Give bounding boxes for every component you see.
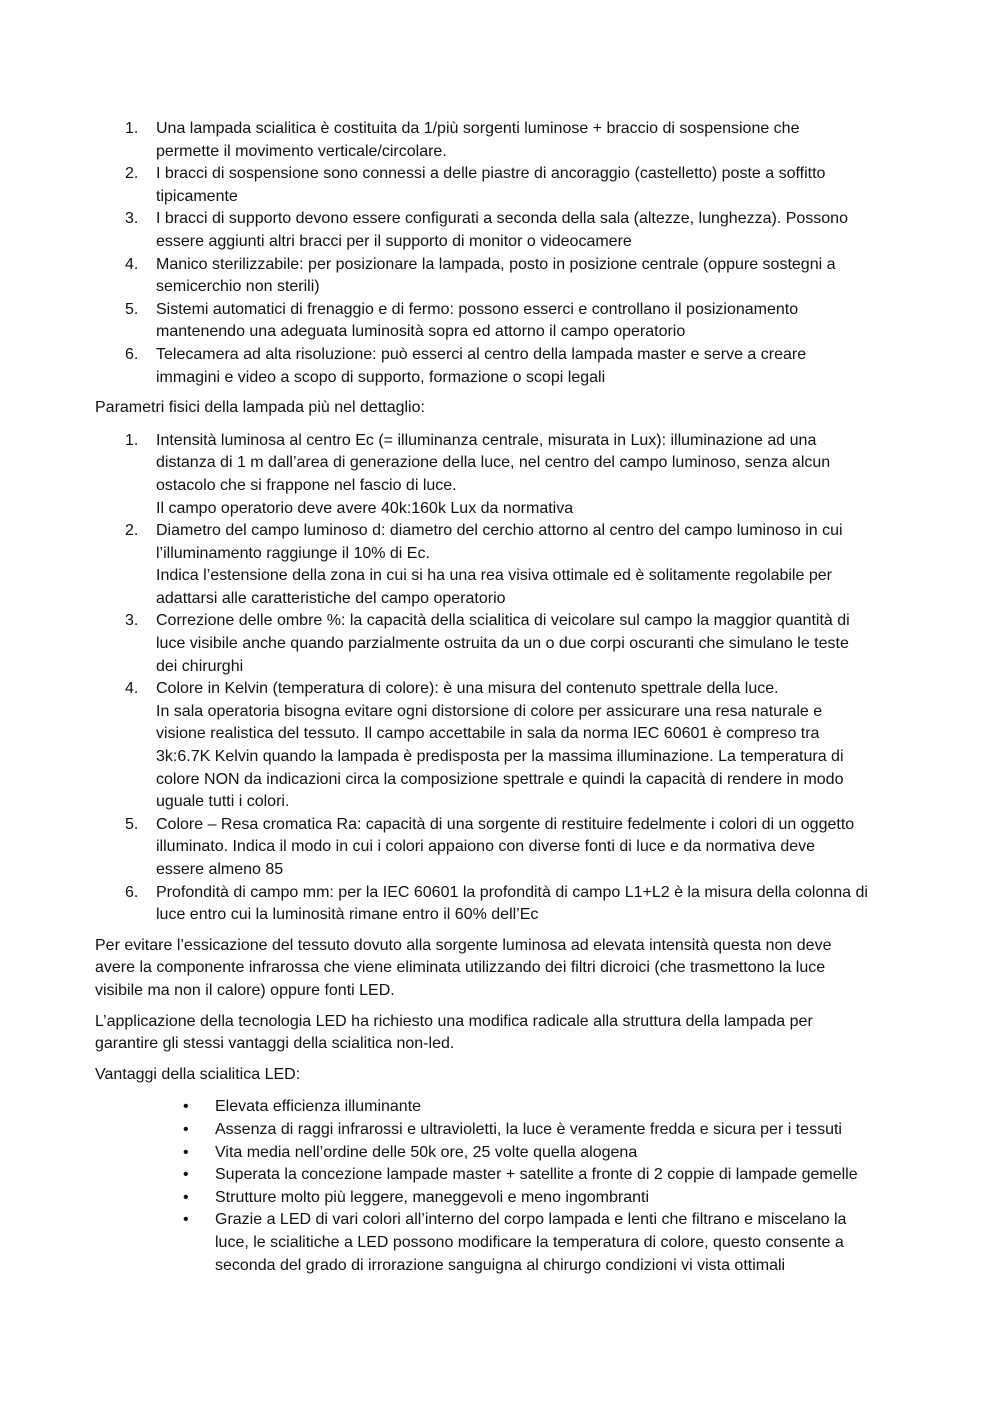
list-line: I bracci di sospensione sono connessi a delle piastre di ancoraggio (castelletto) poste a soffitto bbox=[156, 165, 826, 183]
list-line: 3k:6.7K Kelvin quando la lampada è predisposta per la massima illuminazione. La temperatura di bbox=[156, 748, 844, 766]
list-line: tipicamente bbox=[156, 187, 238, 205]
list-line: ostacolo che si frappone nel fascio di luce. bbox=[156, 476, 457, 494]
bullet-item bbox=[95, 1142, 905, 1165]
paragraph-line: avere la componente infrarossa che viene eliminata utilizzando dei filtri dicroici (che trasmettono la luce bbox=[95, 959, 826, 977]
list-item bbox=[95, 208, 905, 253]
list-line: Indica l’estensione della zona in cui si ha una rea visiva ottimale ed è solitamente regolabile per bbox=[156, 567, 832, 585]
bullet-line: seconda del grado di irrorazione sanguigna al chirurgo condizioni vi vista ottimali bbox=[215, 1256, 786, 1274]
list-item bbox=[95, 430, 905, 520]
bullet-icon: • bbox=[183, 1166, 189, 1184]
list-line: Il campo operatorio deve avere 40k:160k Lux da normativa bbox=[156, 499, 574, 517]
list-number: 1. bbox=[125, 120, 139, 137]
list-line: l’illuminamento raggiunge il 10% di Ec. bbox=[156, 544, 430, 562]
list-line: Profondità di campo mm: per la IEC 60601 la profondità di campo L1+L2 è la misura della colonna di bbox=[156, 883, 868, 901]
list-number: 2. bbox=[125, 165, 139, 183]
bullet-icon: • bbox=[183, 1120, 189, 1138]
list-line: immagini e video a scopo di supporto, formazione o scopi legali bbox=[156, 368, 606, 386]
list-number: 6. bbox=[125, 345, 139, 363]
paragraph-line: L’applicazione della tecnologia LED ha richiesto una modifica radicale alla struttura della lampada per bbox=[95, 1012, 813, 1030]
bullet-item bbox=[95, 1209, 905, 1277]
list-line: luce entro cui la luminosità rimane entro il 60% dell’Ec bbox=[156, 906, 539, 924]
params-heading: Parametri fisici della lampada più nel dettaglio: bbox=[95, 399, 425, 417]
list-item bbox=[95, 610, 905, 678]
list-number: 3. bbox=[125, 210, 139, 228]
list-line: Intensità luminosa al centro Ec (= illuminanza centrale, misurata in Lux): illuminazione ad una bbox=[156, 431, 817, 449]
vantaggi-heading: Vantaggi della scialitica LED: bbox=[95, 1065, 301, 1083]
list-line: essere almeno 85 bbox=[156, 861, 284, 878]
list-number: 4. bbox=[125, 680, 139, 698]
bullet-icon: • bbox=[183, 1143, 189, 1161]
bullet-line: Assenza di raggi infrarossi e ultravioletti, la luce è veramente fredda e sicura per i tessuti bbox=[215, 1120, 842, 1138]
list-line: visione realistica del tessuto. Il campo accettabile in sala da norma IEC 60601 è compreso tra bbox=[156, 725, 820, 743]
list-item bbox=[95, 882, 905, 927]
list-item bbox=[95, 299, 905, 344]
list-line: Una lampada scialitica è costituita da 1/più sorgenti luminose + braccio di sospensione che bbox=[156, 120, 800, 137]
list-line: dei chirurghi bbox=[156, 657, 244, 675]
list-line: mantenendo una adeguata luminosità sopra ed attorno il campo operatorio bbox=[156, 323, 686, 341]
list-line: In sala operatoria bisogna evitare ogni distorsione di colore per assicurare una resa naturale e bbox=[156, 702, 823, 720]
bullet-line: luce, le scialitiche a LED possono modificare la temperatura di colore, questo consente a bbox=[215, 1233, 844, 1251]
bullet-line: Superata la concezione lampade master + satellite a fronte di 2 coppie di lampade gemelle bbox=[215, 1166, 858, 1184]
list-item bbox=[95, 118, 905, 163]
bullet-item bbox=[95, 1096, 905, 1119]
list-line: essere aggiunti altri bracci per il supporto di monitor o videocamere bbox=[156, 232, 632, 250]
list-number: 6. bbox=[125, 883, 139, 901]
list-item bbox=[95, 344, 905, 389]
list-line: semicerchio non sterili) bbox=[156, 278, 320, 296]
list-number: 2. bbox=[125, 522, 139, 540]
list-line: Telecamera ad alta risoluzione: può esserci al centro della lampada master e serve a creare bbox=[156, 345, 807, 363]
list-item bbox=[95, 254, 905, 299]
list-line: Colore in Kelvin (temperatura di colore): è una misura del contenuto spettrale della luce. bbox=[156, 680, 779, 698]
paragraph-line: visibile ma non il calore) oppure fonti LED. bbox=[95, 981, 395, 999]
essiccazione-paragraph bbox=[95, 935, 905, 1003]
bullet-icon: • bbox=[183, 1188, 189, 1206]
list-line: Colore – Resa cromatica Ra: capacità di una sorgente di restituire fedelmente i colori di un oggetto bbox=[156, 815, 855, 833]
list-line: I bracci di supporto devono essere configurati a seconda della sala (altezze, lunghezza). Possono bbox=[156, 210, 848, 228]
components-list bbox=[95, 118, 905, 389]
list-line: uguale tutti i colori. bbox=[156, 793, 290, 811]
list-number: 1. bbox=[125, 431, 139, 449]
list-line: Manico sterilizzabile: per posizionare la lampada, posto in posizione centrale (oppure sostegni a bbox=[156, 255, 836, 273]
led-paragraph bbox=[95, 1011, 905, 1056]
list-item bbox=[95, 678, 905, 814]
list-number: 5. bbox=[125, 300, 139, 318]
list-line: Diametro del campo luminoso d: diametro del cerchio attorno al centro del campo luminoso in cui bbox=[156, 522, 843, 540]
paragraph-line: Per evitare l’essicazione del tessuto dovuto alla sorgente luminosa ad elevata intensità questa non deve bbox=[95, 936, 832, 954]
list-number: 3. bbox=[125, 612, 139, 630]
bullet-line: Elevata efficienza illuminante bbox=[215, 1098, 422, 1116]
list-line: illuminato. Indica il modo in cui i colori appaiono con diverse fonti di luce e da normativa deve bbox=[156, 838, 816, 856]
list-item bbox=[95, 163, 905, 208]
list-line: distanza di 1 m dall’area di generazione della luce, nel centro del campo luminoso, senza alcun bbox=[156, 454, 831, 472]
list-line: adattarsi alle caratteristiche del campo operatorio bbox=[156, 589, 506, 607]
bullet-item bbox=[95, 1187, 905, 1210]
list-number: 5. bbox=[125, 815, 139, 833]
bullet-icon: • bbox=[183, 1211, 189, 1229]
bullet-line: Vita media nell’ordine delle 50k ore, 25 volte quella alogena bbox=[215, 1143, 638, 1161]
bullet-item bbox=[95, 1119, 905, 1142]
parameters-list bbox=[95, 430, 905, 927]
advantages-list bbox=[95, 1096, 905, 1277]
list-line: luce visibile anche quando parzialmente ostruita da un o due corpi oscuranti che simulano le teste bbox=[156, 635, 849, 653]
bullet-line: Strutture molto più leggere, maneggevoli e meno ingombranti bbox=[215, 1188, 650, 1206]
paragraph-line: garantire gli stessi vantaggi della scialitica non-led. bbox=[95, 1035, 455, 1053]
bullet-line: Grazie a LED di vari colori all’interno del corpo lampada e lenti che filtrano e miscelano la bbox=[215, 1211, 847, 1229]
list-item bbox=[95, 814, 905, 882]
list-line: colore NON da indicazioni circa la composizione spettrale e quindi la capacità di rendere in modo bbox=[156, 770, 844, 788]
list-line: permette il movimento verticale/circolare. bbox=[156, 142, 447, 160]
list-number: 4. bbox=[125, 255, 139, 273]
list-line: Sistemi automatici di frenaggio e di fermo: possono esserci e controllano il posizionamento bbox=[156, 300, 799, 318]
document-page bbox=[95, 118, 905, 1277]
list-line: Correzione delle ombre %: la capacità della scialitica di veicolare sul campo la maggior quantità di bbox=[156, 612, 850, 630]
list-item bbox=[95, 520, 905, 610]
bullet-icon: • bbox=[183, 1098, 189, 1116]
bullet-item bbox=[95, 1164, 905, 1187]
